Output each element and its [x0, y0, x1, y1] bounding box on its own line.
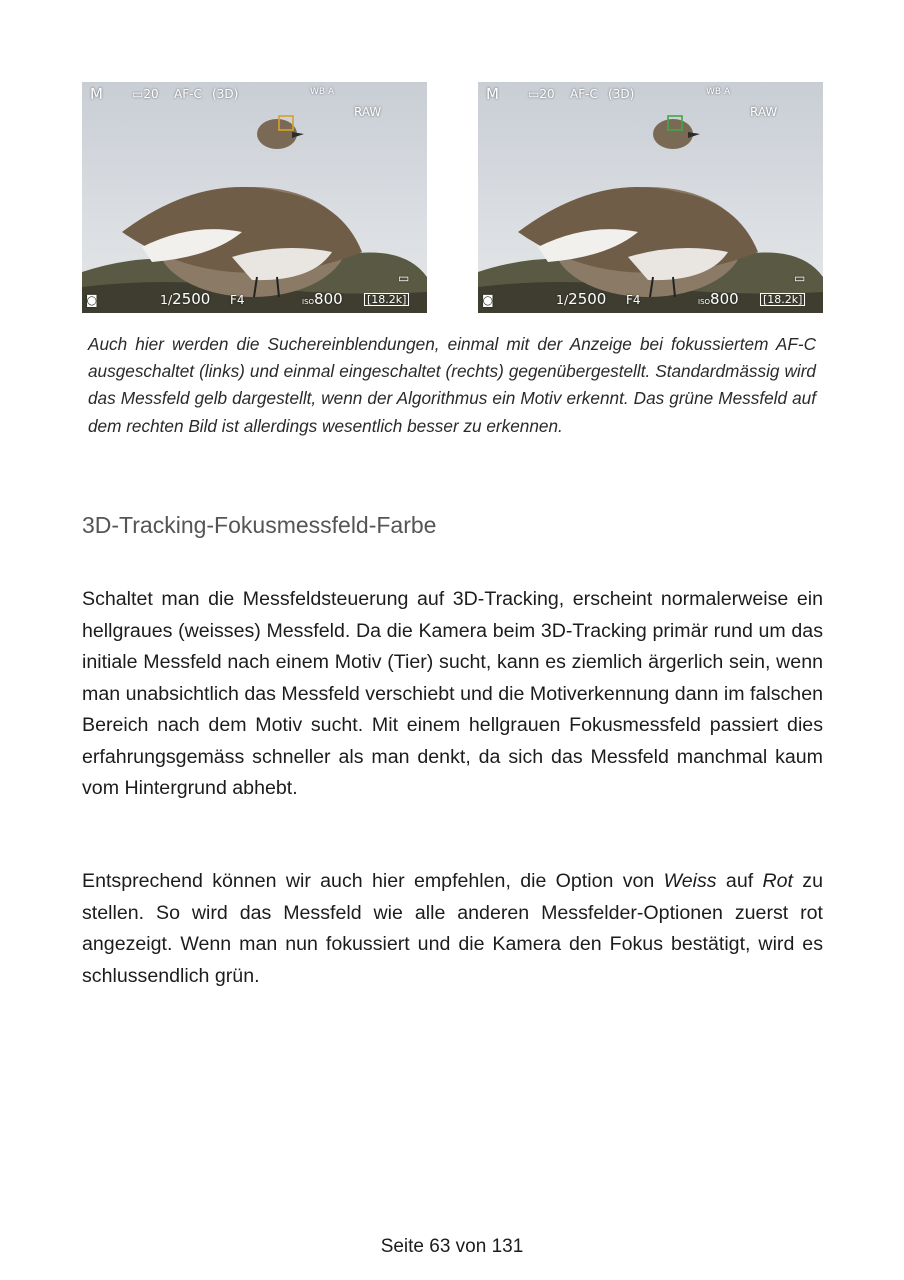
- image-format: RAW: [354, 105, 382, 119]
- white-balance: WB A: [706, 87, 731, 97]
- shutter-speed: 1/2500: [160, 290, 211, 308]
- figure-caption: Auch hier werden die Suchereinblendungen, einmal mit der Anzeige bei fokussiertem AF-C ausgeschaltet (links) und einmal eingeschaltet (rechts) gegenübergestellt. Standardmässig wird das Messfeld gelb dargestellt, wenn der Algorithmus ein Motiv erkennt. Das grüne Messfeld auf dem rechten Bild ist allerdings wesentlich besser zu erkennen.: [88, 334, 816, 436]
- battery-icon: ▭: [794, 271, 806, 285]
- image-format: RAW: [750, 105, 778, 119]
- white-balance: WB A: [310, 87, 335, 97]
- iso-value: ISO800: [698, 290, 739, 308]
- exposure-mode: M: [486, 85, 499, 103]
- option-rot: Rot: [762, 870, 793, 892]
- option-weiss: Weiss: [663, 870, 717, 892]
- iso-value: ISO800: [302, 290, 343, 308]
- drive-mode: ▭20: [132, 87, 159, 101]
- shots-remaining: [18.2k]: [364, 293, 409, 306]
- shutter-speed: 1/2500: [556, 290, 607, 308]
- viewfinder-image-right: [478, 82, 823, 313]
- aperture: F4: [230, 293, 245, 307]
- shots-remaining: [18.2k]: [760, 293, 805, 306]
- metering-icon: ◙: [482, 293, 494, 307]
- aperture: F4: [626, 293, 641, 307]
- af-mode: AF-C: [174, 87, 202, 101]
- section-heading: 3D-Tracking-Fokusmessfeld-Farbe: [82, 512, 437, 538]
- battery-icon: ▭: [398, 271, 410, 285]
- tracking-mode: (3D): [608, 87, 635, 101]
- viewfinder-image-left: [82, 82, 427, 313]
- drive-mode: ▭20: [528, 87, 555, 101]
- metering-icon: ◙: [86, 293, 98, 307]
- body-paragraph-2: Entsprechend können wir auch hier empfehlen, die Option von Weiss auf Rot zu stellen. So wird das Messfeld wie alle anderen Messfelder-Optionen zuerst rot angezeigt. Wenn man nun fokussiert und die Kamera den Fokus bestätigt, wird es schlussendlich grün.: [82, 870, 823, 987]
- page-number: Seite 63 von 131: [380, 1236, 524, 1257]
- exposure-mode: M: [90, 85, 103, 103]
- af-mode: AF-C: [570, 87, 598, 101]
- body-paragraph-1: Schaltet man die Messfeldsteuerung auf 3D-Tracking, erscheint normalerweise ein hellgraues (weisses) Messfeld. Da die Kamera beim 3D-Tracking primär rund um das initiale Messfeld nach einem Motiv (Tier) sucht, kann es ziemlich ärgerlich sein, wenn man unabsichtlich das Messfeld verschiebt und die Motiverkennung dann im falschen Bereich nach dem Motiv sucht. Mit einem hellgrauen Fokusmessfeld passiert dies erfahrungsgemäss schneller als man denkt, da sich das Messfeld manchmal kaum vom Hintergrund abhebt.: [82, 588, 823, 799]
- tracking-mode: (3D): [212, 87, 239, 101]
